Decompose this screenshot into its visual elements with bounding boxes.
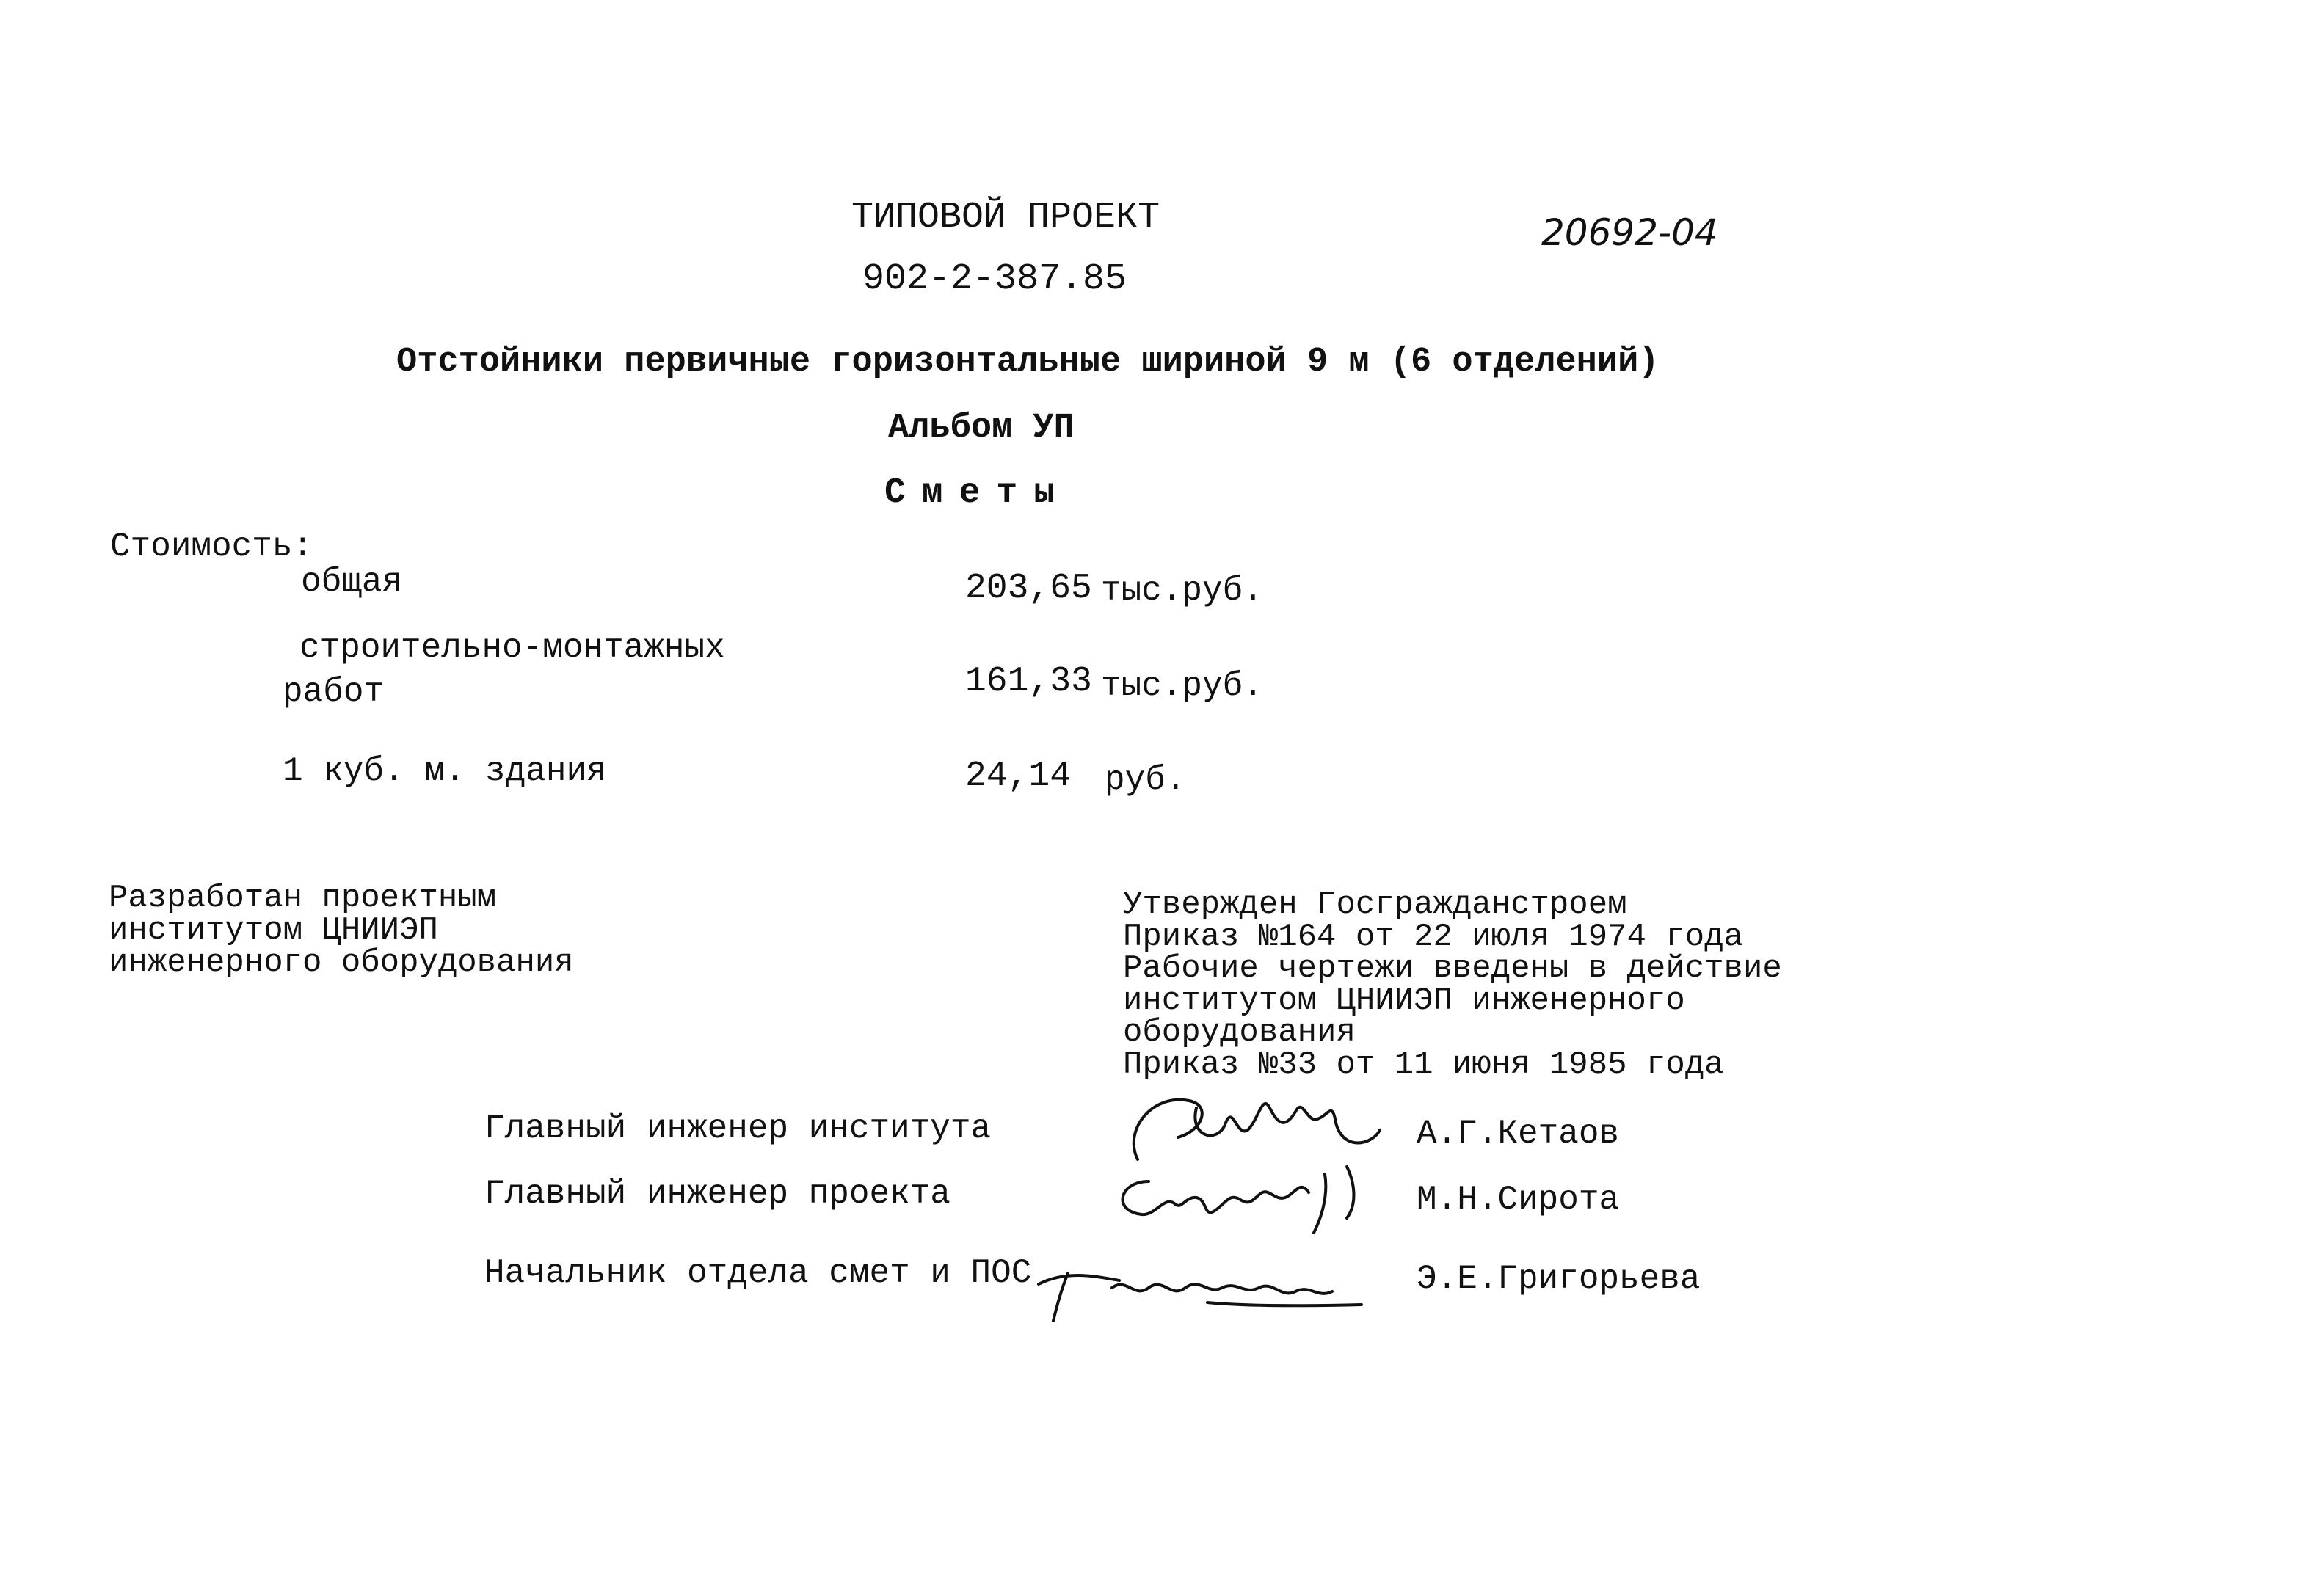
signature-3 — [1024, 1247, 1376, 1328]
cost-per-cubic-value: 24,14 — [965, 757, 1072, 796]
cost-construction-label-line1: строительно-монтажных — [299, 629, 725, 667]
signatory-role-chief-engineer-project: Главный инженер проекта — [484, 1175, 950, 1213]
cost-general-label: общая — [301, 563, 403, 601]
cost-heading: Стоимость: — [110, 528, 313, 566]
cost-general-value: 203,65 — [965, 569, 1092, 608]
project-subject: Отстойники первичные горизонтальные шириной 9 м (6 отделений) — [396, 343, 1660, 382]
developer-note: Разработан проектным институтом ЦНИИЭП инженерного оборудования — [109, 880, 574, 981]
signatory-name-1: А.Г.Кетаов — [1417, 1115, 1620, 1153]
cost-construction-value: 161,33 — [965, 662, 1092, 702]
cost-construction-unit: тыс.руб. — [1101, 667, 1263, 705]
cost-construction-label-line2: работ — [283, 673, 385, 711]
project-type-title: ТИПОВОЙ ПРОЕКТ — [851, 197, 1160, 238]
document-code: 20692-04 — [1541, 211, 1718, 254]
album-title: Альбом УП — [888, 409, 1075, 448]
signatory-name-3: Э.Е.Григорьева — [1417, 1260, 1701, 1298]
signatory-name-2: М.Н.Сирота — [1417, 1181, 1620, 1219]
cost-per-cubic-label: 1 куб. м. здания — [283, 752, 607, 790]
cost-general-unit: тыс.руб. — [1101, 572, 1263, 610]
signatory-role-chief-engineer-institute: Главный инженер института — [484, 1109, 992, 1148]
cost-per-cubic-unit: руб. — [1105, 761, 1186, 799]
approval-note: Утвержден Госгражданстроем Приказ №164 от 22 июля 1974 года Рабочие чертежи введены в действие институтом ЦНИИЭП инженерного оборудования Приказ №33 от 11 июня 1985 года — [1123, 886, 1782, 1083]
project-number: 902-2-387.85 — [862, 258, 1127, 300]
signature-2 — [1105, 1152, 1369, 1240]
section-title: Сметы — [884, 473, 1072, 513]
signatory-role-head-estimates: Начальник отдела смет и ПОС — [484, 1254, 1032, 1292]
